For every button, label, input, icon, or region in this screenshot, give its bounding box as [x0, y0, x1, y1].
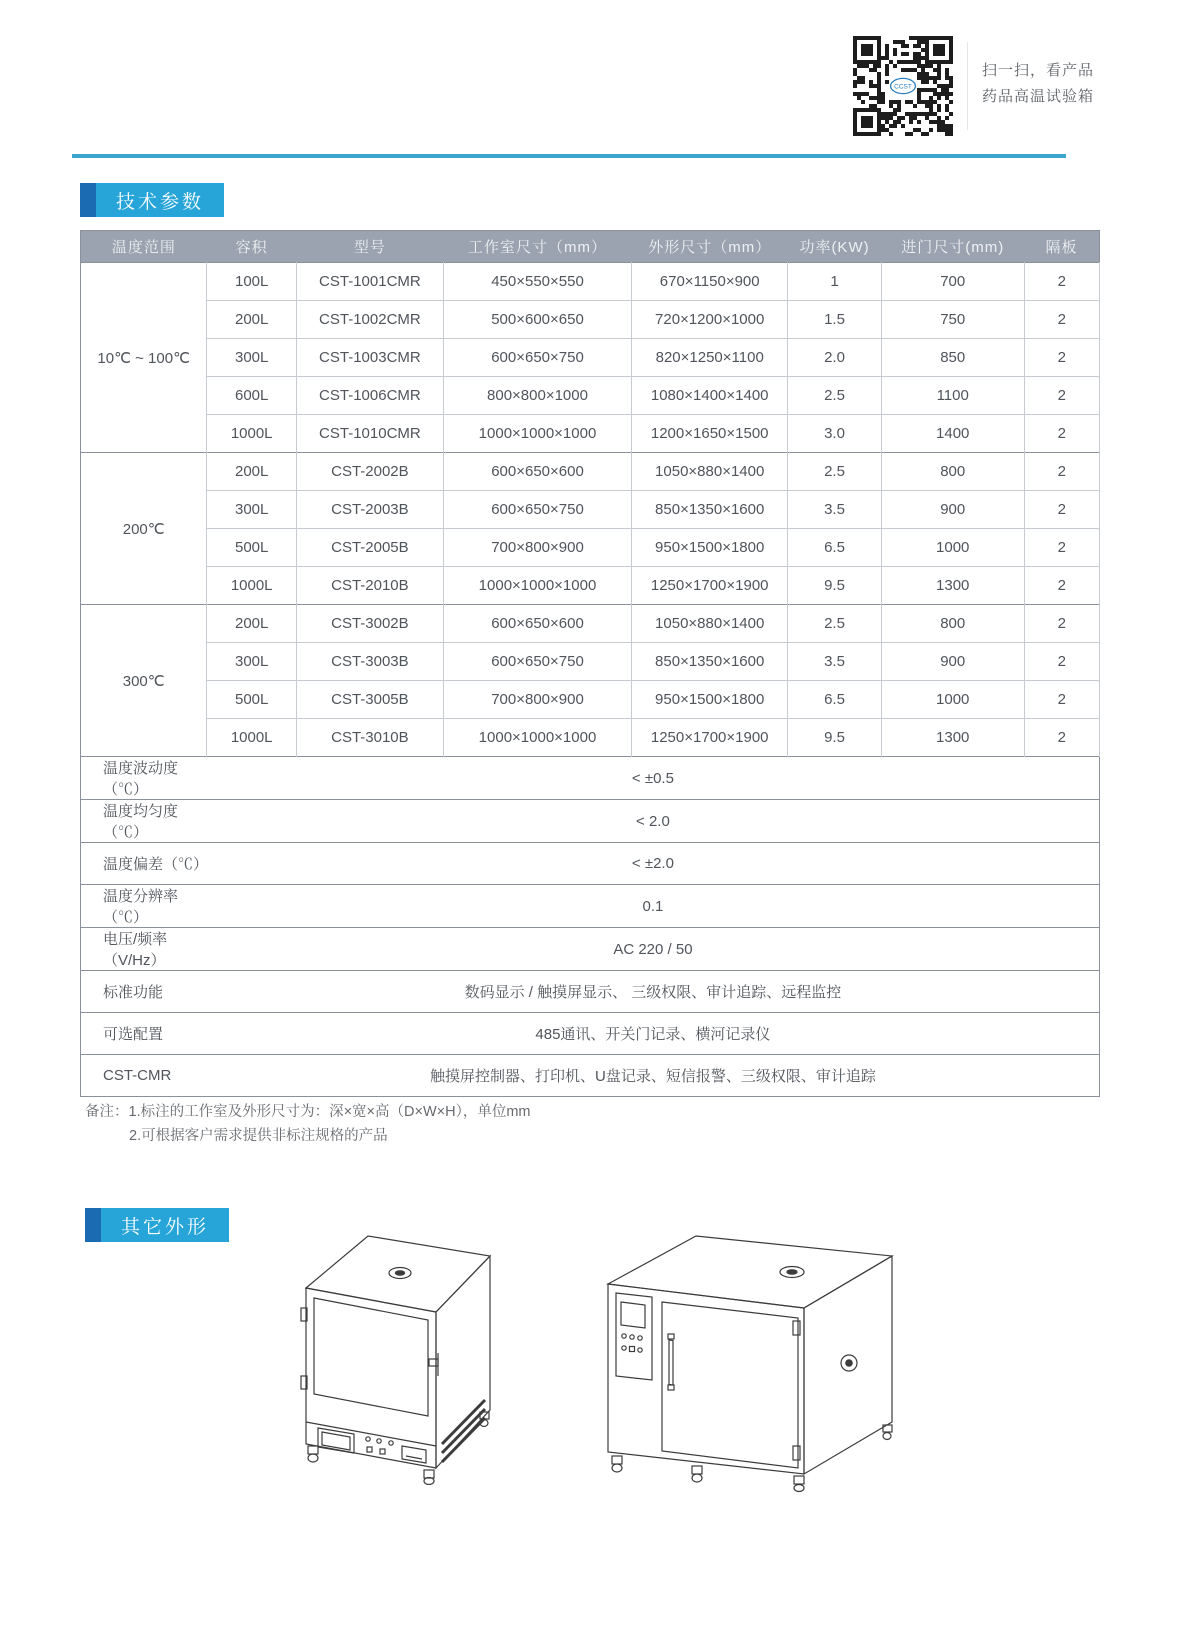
table-row	[81, 263, 1100, 301]
table-cell: 1000L	[207, 719, 297, 757]
qr-caption-line1: 扫一扫，看产品	[982, 62, 1095, 79]
table-cell: 200L	[207, 605, 297, 643]
spec-row	[81, 757, 1100, 800]
table-cell: 6.5	[788, 681, 882, 719]
temp-range-cell: 300℃	[81, 605, 207, 757]
table-cell: 800×800×1000	[443, 377, 632, 415]
spec-value: 数码显示 / 触摸屏显示、 三级权限、审计追踪、远程监控	[207, 971, 1100, 1013]
table-row	[81, 491, 1100, 529]
spec-label: 温度均匀度（℃）	[81, 800, 207, 843]
table-cell: 3.5	[788, 491, 882, 529]
table-cell: 2.5	[788, 377, 882, 415]
table-cell: 2.5	[788, 605, 882, 643]
svg-text:CCST: CCST	[894, 83, 912, 91]
note-text-1: 1.标注的工作室及外形尺寸为：深×宽×高（D×W×H），单位mm	[128, 1104, 531, 1120]
table-cell: 1080×1400×1400	[632, 377, 788, 415]
table-cell: 750	[881, 301, 1024, 339]
column-header: 外形尺寸（mm）	[632, 231, 788, 263]
table-cell: 2	[1024, 681, 1099, 719]
spec-row	[81, 885, 1100, 928]
table-row	[81, 643, 1100, 681]
table-cell: 2	[1024, 719, 1099, 757]
badge-accent-square	[85, 1208, 101, 1242]
table-cell: 2	[1024, 605, 1099, 643]
table-cell: 1.5	[788, 301, 882, 339]
spec-table	[80, 230, 1100, 1097]
temp-range-cell: 10℃ ~ 100℃	[81, 263, 207, 453]
table-cell: 100L	[207, 263, 297, 301]
table-cell: CST-2010B	[297, 567, 444, 605]
table-row	[81, 605, 1100, 643]
spec-label: 标准功能	[81, 971, 207, 1013]
table-cell: 1000×1000×1000	[443, 567, 632, 605]
table-cell: CST-1006CMR	[297, 377, 444, 415]
table-cell: 1250×1700×1900	[632, 719, 788, 757]
table-cell: 2	[1024, 567, 1099, 605]
table-cell: 900	[881, 491, 1024, 529]
spec-value: 触摸屏控制器、打印机、U盘记录、短信报警、三级权限、审计追踪	[207, 1055, 1100, 1097]
table-cell: 300L	[207, 339, 297, 377]
qr-divider	[967, 42, 968, 130]
table-cell: 2	[1024, 453, 1099, 491]
table-cell: CST-3005B	[297, 681, 444, 719]
table-cell: CST-1001CMR	[297, 263, 444, 301]
table-cell: 600×650×600	[443, 453, 632, 491]
table-cell: 1300	[881, 567, 1024, 605]
spec-row	[81, 800, 1100, 843]
table-cell: 3.5	[788, 643, 882, 681]
table-row	[81, 377, 1100, 415]
spec-value: 0.1	[207, 885, 1100, 928]
table-row	[81, 453, 1100, 491]
table-cell: 1000×1000×1000	[443, 719, 632, 757]
table-cell: 1050×880×1400	[632, 605, 788, 643]
table-cell: 1000L	[207, 567, 297, 605]
table-cell: 1400	[881, 415, 1024, 453]
table-cell: 850	[881, 339, 1024, 377]
spec-label: CST-CMR	[81, 1055, 207, 1097]
table-row	[81, 529, 1100, 567]
spec-label: 温度偏差（℃）	[81, 843, 207, 885]
table-cell: 300L	[207, 491, 297, 529]
column-header: 功率(KW)	[788, 231, 882, 263]
column-header: 进门尺寸(mm)	[881, 231, 1024, 263]
table-cell: 2	[1024, 301, 1099, 339]
spec-row	[81, 971, 1100, 1013]
spec-value: AC 220 / 50	[207, 928, 1100, 971]
table-cell: CST-3010B	[297, 719, 444, 757]
table-cell: 600L	[207, 377, 297, 415]
spec-label: 温度分辨率（℃）	[81, 885, 207, 928]
table-cell: 670×1150×900	[632, 263, 788, 301]
column-header: 温度范围	[81, 231, 207, 263]
table-cell: 300L	[207, 643, 297, 681]
table-cell: 2	[1024, 377, 1099, 415]
table-cell: 6.5	[788, 529, 882, 567]
note-prefix: 备注：	[85, 1104, 129, 1120]
section-badge-tech-params	[80, 183, 224, 217]
table-cell: CST-1003CMR	[297, 339, 444, 377]
table-row	[81, 301, 1100, 339]
qr-caption-line2: 药品高温试验箱	[982, 88, 1095, 105]
table-cell: 200L	[207, 453, 297, 491]
table-cell: 700	[881, 263, 1024, 301]
table-header-row	[81, 231, 1100, 263]
column-header: 隔板	[1024, 231, 1099, 263]
table-cell: 2	[1024, 529, 1099, 567]
table-cell: CST-3002B	[297, 605, 444, 643]
note-line-1	[85, 1100, 531, 1124]
table-cell: CST-1010CMR	[297, 415, 444, 453]
table-cell: 450×550×550	[443, 263, 632, 301]
column-header: 工作室尺寸（mm）	[443, 231, 632, 263]
spec-value: 485通讯、开关门记录、横河记录仪	[207, 1013, 1100, 1055]
column-header: 容积	[207, 231, 297, 263]
table-cell: 1250×1700×1900	[632, 567, 788, 605]
badge-accent-square	[80, 183, 96, 217]
table-cell: 1300	[881, 719, 1024, 757]
table-cell: 2	[1024, 263, 1099, 301]
footnotes	[85, 1100, 531, 1148]
large-oven-drawing	[596, 1222, 906, 1494]
table-row	[81, 719, 1100, 757]
spec-value: < ±2.0	[207, 843, 1100, 885]
table-cell: 820×1250×1100	[632, 339, 788, 377]
table-row	[81, 339, 1100, 377]
spec-row	[81, 1055, 1100, 1097]
table-cell: 2	[1024, 339, 1099, 377]
table-cell: CST-2005B	[297, 529, 444, 567]
table-cell: 1100	[881, 377, 1024, 415]
table-cell: 9.5	[788, 567, 882, 605]
table-cell: 600×650×750	[443, 491, 632, 529]
table-cell: 500L	[207, 681, 297, 719]
table-cell: 950×1500×1800	[632, 681, 788, 719]
table-cell: 9.5	[788, 719, 882, 757]
table-cell: CST-2002B	[297, 453, 444, 491]
spec-label: 温度波动度（℃）	[81, 757, 207, 800]
table-cell: 200L	[207, 301, 297, 339]
table-cell: 850×1350×1600	[632, 643, 788, 681]
small-oven-drawing	[292, 1210, 492, 1485]
qr-caption	[982, 58, 1094, 110]
section-badge-other-shapes	[85, 1208, 229, 1242]
table-cell: 2.5	[788, 453, 882, 491]
table-cell: 2	[1024, 491, 1099, 529]
spec-label: 电压/频率（V/Hz）	[81, 928, 207, 971]
table-cell: 1000×1000×1000	[443, 415, 632, 453]
table-row	[81, 567, 1100, 605]
table-row	[81, 415, 1100, 453]
table-cell: 3.0	[788, 415, 882, 453]
table-cell: 800	[881, 605, 1024, 643]
table-cell: 1000L	[207, 415, 297, 453]
table-cell: 1000	[881, 681, 1024, 719]
qr-block	[853, 36, 1094, 136]
table-cell: 2	[1024, 643, 1099, 681]
table-cell: 600×650×750	[443, 339, 632, 377]
table-cell: CST-2003B	[297, 491, 444, 529]
section-title: 技术参数	[96, 183, 224, 217]
table-cell: 1200×1650×1500	[632, 415, 788, 453]
table-cell: 950×1500×1800	[632, 529, 788, 567]
table-cell: 500L	[207, 529, 297, 567]
table-cell: 720×1200×1000	[632, 301, 788, 339]
spec-value: < 2.0	[207, 800, 1100, 843]
temp-range-cell: 200℃	[81, 453, 207, 605]
table-cell: 700×800×900	[443, 681, 632, 719]
table-cell: 1000	[881, 529, 1024, 567]
spec-row	[81, 1013, 1100, 1055]
table-cell: 600×650×750	[443, 643, 632, 681]
table-cell: 2.0	[788, 339, 882, 377]
qr-code-icon	[853, 36, 953, 136]
table-cell: 500×600×650	[443, 301, 632, 339]
column-header: 型号	[297, 231, 444, 263]
spec-label: 可选配置	[81, 1013, 207, 1055]
header-rule	[72, 154, 1066, 158]
spec-row	[81, 843, 1100, 885]
table-cell: CST-3003B	[297, 643, 444, 681]
table-cell: 700×800×900	[443, 529, 632, 567]
table-cell: 2	[1024, 415, 1099, 453]
table-cell: 1	[788, 263, 882, 301]
table-cell: 1050×880×1400	[632, 453, 788, 491]
spec-row	[81, 928, 1100, 971]
spec-value: < ±0.5	[207, 757, 1100, 800]
section-title: 其它外形	[101, 1208, 229, 1242]
table-row	[81, 681, 1100, 719]
table-cell: 600×650×600	[443, 605, 632, 643]
table-cell: 800	[881, 453, 1024, 491]
note-line-2: 2.可根据客户需求提供非标注规格的产品	[129, 1128, 388, 1144]
table-cell: CST-1002CMR	[297, 301, 444, 339]
table-cell: 900	[881, 643, 1024, 681]
table-cell: 850×1350×1600	[632, 491, 788, 529]
